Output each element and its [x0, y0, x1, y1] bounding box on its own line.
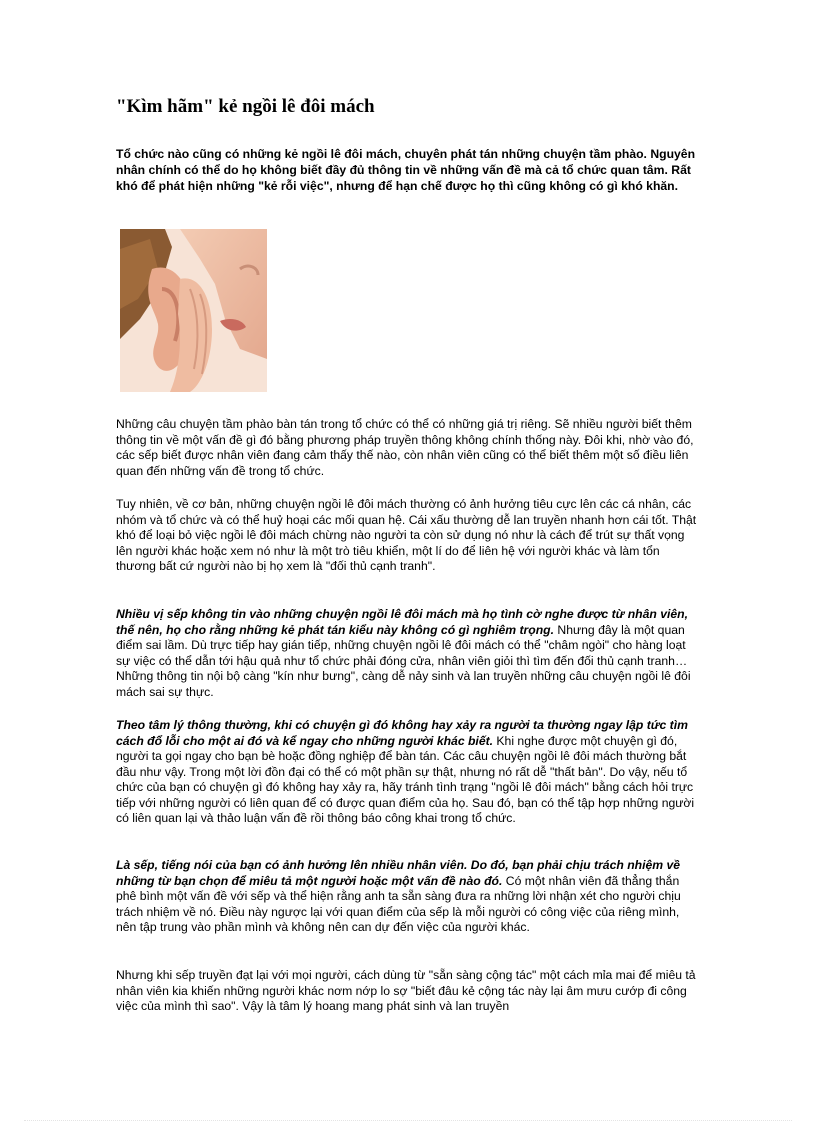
paragraph-4-text: Khi nghe được một chuyện gì đó, người ta gọi ngay cho bạn bè hoặc đồng nghiệp để bàn tán. Các câu chuyện ngồi lê đôi mách thường bắt đầu như vậy. Trong một lời đồn đại có thể có một phần sự thật, nhưng nó rất dễ "thất bản". Do vậy, nếu tổ chức của bạn có chuyện gì đó không hay xảy ra, hãy tránh tình trạng "ngồi lê đôi mách" bằng cách hỏi trực tiếp với những người có liên quan để có được quan điểm của họ. Sau đó, bạn có thể tập hợp những người có liên quan lại và thảo luận vấn đề rồi thông báo công khai trong tổ chức.	[116, 733, 695, 825]
paragraph-5-text: Có một nhân viên đã thẳng thắn phê bình một vấn đề với sếp và thể hiện rằng anh ta sẵn sàng đưa ra những lời nhận xét cho người chịu trách nhiệm về nó. Điều này ngược lại với quan điểm của sếp là mỗi người có công việc của riêng mình, nên tập trung vào phần mình và không nên can dự đến việc của người khác.	[116, 873, 681, 934]
paragraph-2: Tuy nhiên, về cơ bản, những chuyện ngồi lê đôi mách thường có ảnh hưởng tiêu cực lên các cá nhân, các nhóm và tổ chức và có thể huỷ hoại các mối quan hệ. Cái xấu thường dễ lan truyền nhanh hơn cái tốt. Thật khó để loại bỏ việc ngồi lê đôi mách chừng nào người ta còn sử dụng nó như là cách để trút sự thất vọng lên người khác hoặc xem nó như là một trò tiêu khiển, một lí do để liên hệ với người khác và làm tổn thương bất cứ người nào bị họ xem là "đối thủ cạnh tranh".	[116, 497, 697, 573]
paragraph-3-text: Nhưng đây là một quan điểm sai lầm. Dù trực tiếp hay gián tiếp, những chuyện ngồi lê đôi mách có thể "châm ngòi" cho hàng loạt sự việc có thể dẫn tới hậu quả như tổ chức phải đóng cửa, nhân viên giỏi thì tìm đến đối thủ cạnh tranh…Những thông tin nội bộ càng "kín như bưng", càng dễ nảy sinh và lan truyền những câu chuyện ngồi lê đôi mách sai sự thực.	[116, 622, 691, 699]
paragraph-5-emphasis: Là sếp, tiếng nói của bạn có ảnh hưởng lên nhiều nhân viên. Do đó, bạn phải chịu trách nhiệm về những từ bạn chọn để miêu tả một người hoặc một vấn đề nào đó.	[116, 858, 681, 888]
paragraph-4	[116, 718, 701, 827]
paragraph-1: Những câu chuyện tầm phào bàn tán trong tổ chức có thể có những giá trị riêng. Sẽ nhiều người biết thêm thông tin về một vấn đề gì đó bằng phương pháp truyền thông không chính thống này. Đôi khi, nhờ vào đó, các sếp biết được nhân viên đang cảm thấy thế nào, còn nhân viên cũng có thể biết thêm một số điều liên quan đến những vấn đề trong tổ chức.	[116, 417, 694, 478]
whisper-photo	[120, 229, 267, 392]
paragraph-4-emphasis: Theo tâm lý thông thường, khi có chuyện gì đó không hay xảy ra người ta thường ngay lập tức tìm cách đổ lỗi cho một ai đó và kể ngay cho những người khác biết.	[116, 718, 688, 748]
page-bottom-rule	[24, 1120, 792, 1121]
whisper-illustration	[120, 229, 267, 392]
paragraph-3-emphasis: Nhiều vị sếp không tin vào những chuyện ngồi lê đôi mách mà họ tình cờ nghe được từ nhân viên, thế nên, họ cho rằng những kẻ phát tán kiểu này không có gì nghiêm trọng.	[116, 607, 688, 637]
paragraph-5	[116, 858, 701, 936]
paragraph-6: Nhưng khi sếp truyền đạt lại với mọi người, cách dùng từ "sẵn sàng cộng tác" một cách mỉa mai để miêu tả nhân viên kia khiến những người khác nơm nớp lo sợ "biết đâu kẻ cộng tác này lại âm mưu cướp đi công việc của mình thì sao". Vậy là tâm lý hoang mang phát sinh và lan truyền	[116, 968, 696, 1013]
article-lead: Tổ chức nào cũng có những kẻ ngồi lê đôi mách, chuyên phát tán những chuyện tầm phào. Nguyên nhân chính có thể do họ không biết đầy đủ thông tin về những vấn đề mà cả tổ chức quan tâm. Rất khó để phát hiện những "kẻ rỗi việc", nhưng để hạn chế được họ thì cũng không có gì khó khăn.	[116, 147, 696, 193]
article-title: "Kìm hãm" kẻ ngồi lê đôi mách	[116, 96, 375, 117]
paragraph-3	[116, 607, 701, 700]
